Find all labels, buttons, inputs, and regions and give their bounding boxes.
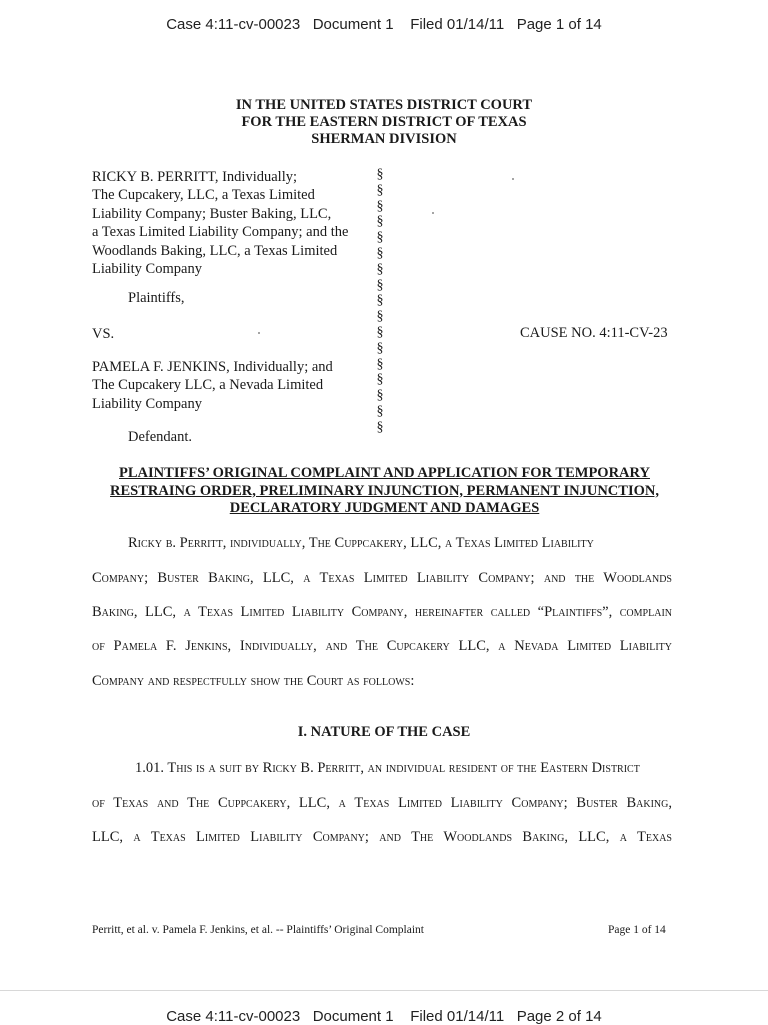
section-symbol: § bbox=[376, 261, 384, 277]
ecf-header-stamp-next-page: Case 4:11-cv-00023 Document 1 Filed 01/14/11 Page 2 of 14 bbox=[166, 1008, 602, 1025]
page-separator bbox=[0, 990, 768, 991]
section-symbol: § bbox=[376, 230, 384, 246]
complaint-title-line-3: DECLARATORY JUDGMENT AND DAMAGES bbox=[229, 500, 540, 516]
section-symbol: § bbox=[376, 403, 384, 419]
court-heading bbox=[0, 97, 768, 148]
court-line-2: FOR THE EASTERN DISTRICT OF TEXAS bbox=[241, 114, 527, 130]
para-101-line-3: LLC, a Texas Limited Liability Company; and The Woodlands Baking, LLC, a Texas bbox=[92, 829, 672, 845]
intro-line-1: Ricky b. Perritt, individually, The Cuppcakery, LLC, a Texas Limited Liability bbox=[128, 535, 594, 551]
section-symbol: § bbox=[376, 198, 384, 214]
section-symbol: § bbox=[376, 167, 384, 182]
section-symbol: § bbox=[376, 356, 384, 372]
complaint-title bbox=[92, 465, 677, 518]
defendants-role: Defendant. bbox=[128, 429, 193, 445]
plaintiff-line: Liability Company bbox=[92, 261, 202, 278]
para-101-line-1: 1.01. This is a suit by Ricky B. Perritt, an individual resident of the Eastern District bbox=[135, 760, 640, 776]
defendant-line: PAMELA F. JENKINS, Individually; and bbox=[92, 359, 333, 375]
plaintiff-line: Woodlands Baking, LLC, a Texas Limited bbox=[92, 242, 338, 259]
versus-label: VS. bbox=[92, 326, 115, 342]
intro-line-5: Company and respectfully show the Court as follows: bbox=[92, 673, 415, 689]
section-symbol: § bbox=[376, 324, 384, 340]
section-symbol: § bbox=[376, 340, 384, 356]
section-symbol: § bbox=[376, 419, 384, 435]
complaint-title-line-1: PLAINTIFFS’ ORIGINAL COMPLAINT AND APPLICATION FOR TEMPORARY bbox=[119, 465, 650, 481]
plaintiff-line: RICKY B. PERRITT, Individually; bbox=[92, 169, 298, 185]
footer-page-number: Page 1 of 14 bbox=[608, 924, 666, 936]
section-symbol: § bbox=[376, 309, 384, 325]
plaintiffs-role: Plaintiffs, bbox=[128, 290, 185, 306]
court-line-1: IN THE UNITED STATES DISTRICT COURT bbox=[235, 97, 533, 113]
section-symbol: § bbox=[376, 182, 384, 198]
defendant-line: The Cupcakery LLC, a Nevada Limited bbox=[92, 377, 324, 394]
section-symbol: § bbox=[376, 388, 384, 404]
footer-case-caption: Perritt, et al. v. Pamela F. Jenkins, et al. -- Plaintiffs’ Original Complaint bbox=[92, 924, 424, 936]
scan-speck bbox=[512, 178, 514, 180]
intro-line-3: Baking, LLC, a Texas Limited Liability Company, hereinafter called “Plaintiffs”, complain bbox=[92, 604, 672, 620]
plaintiff-line: Liability Company; Buster Baking, LLC, bbox=[92, 205, 332, 222]
section-symbol: § bbox=[376, 372, 384, 388]
defendant-line: Liability Company bbox=[92, 395, 202, 412]
scan-speck bbox=[258, 332, 260, 334]
complaint-title-line-2: RESTRAING ORDER, PRELIMINARY INJUNCTION, PERMANENT INJUNCTION, bbox=[110, 482, 659, 499]
para-101-line-2: of Texas and The Cuppcakery, LLC, a Texas Limited Liability Company; Buster Baking, bbox=[92, 795, 672, 811]
plaintiffs-block bbox=[92, 168, 362, 278]
court-line-3: SHERMAN DIVISION bbox=[311, 131, 457, 147]
section-symbol: § bbox=[376, 214, 384, 230]
defendants-block bbox=[92, 358, 362, 413]
section-heading-nature: I. NATURE OF THE CASE bbox=[297, 724, 471, 740]
plaintiff-line: The Cupcakery, LLC, a Texas Limited bbox=[92, 187, 315, 204]
cause-number: CAUSE NO. 4:11-CV-23 bbox=[520, 325, 668, 341]
section-symbol: § bbox=[376, 245, 384, 261]
section-symbol-column bbox=[374, 167, 386, 436]
section-symbol: § bbox=[376, 277, 384, 293]
ecf-header-stamp: Case 4:11-cv-00023 Document 1 Filed 01/14/11 Page 1 of 14 bbox=[166, 16, 602, 33]
plaintiff-line: a Texas Limited Liability Company; and the bbox=[92, 224, 349, 241]
section-symbol: § bbox=[376, 293, 384, 309]
intro-line-2: Company; Buster Baking, LLC, a Texas Limited Liability Company; and the Woodlands bbox=[92, 570, 672, 586]
scan-speck bbox=[432, 212, 434, 214]
intro-line-4: of Pamela F. Jenkins, Individually, and The Cupcakery LLC, a Nevada Limited Liability bbox=[92, 638, 672, 654]
